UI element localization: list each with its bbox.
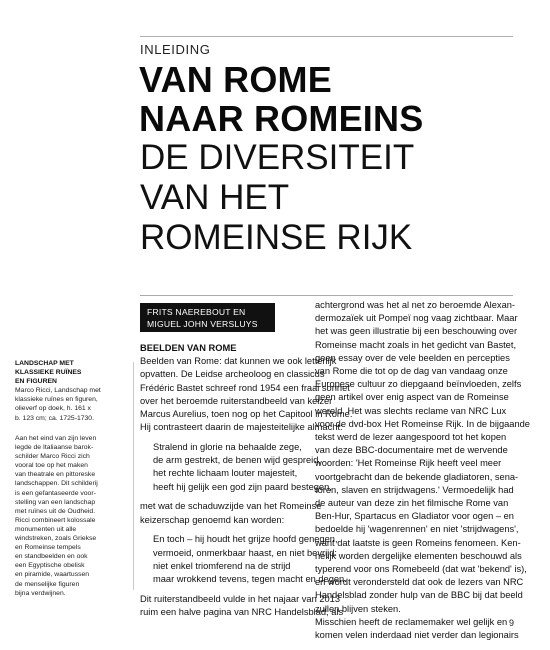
text-line: ruim een halve pagina van NRC Handelsblad, als xyxy=(140,607,344,618)
text-line: Handelsblad zonder hulp van de BBC bij dat beeld xyxy=(315,590,523,601)
description-line: monumenten uit alle xyxy=(15,525,77,533)
text-line: wereld. Het was slechts reclame van NRC Lux xyxy=(315,405,507,416)
poem-quote xyxy=(140,441,332,494)
image-description xyxy=(15,434,127,598)
caption-body-line: klassieke ruïnes en figuren, xyxy=(15,396,98,404)
paragraph xyxy=(140,500,322,526)
text-line: de auteur van deze zin het filmische Rome van xyxy=(315,498,509,509)
body-column-right xyxy=(315,299,530,642)
poem-line: vermoeid, onmerkbaar haast, en niet bevrijd: xyxy=(153,547,337,558)
poem-line: de arm gestrekt, de benen wijd gespreid, xyxy=(153,455,321,466)
text-line: woorden: 'Het Romeinse Rijk heeft veel meer xyxy=(315,458,502,469)
text-line: van Rome die tot op de dag van vandaag onze xyxy=(315,366,508,377)
title-bold-line: NAAR ROMEINS xyxy=(139,98,424,139)
image-caption xyxy=(15,359,127,423)
description-line: de menselijke figuren xyxy=(15,580,80,588)
text-line: Dit ruiterstandbeeld vulde in het najaar van 2013 xyxy=(140,593,341,604)
title-subtitle-line: ROMEINSE RIJK xyxy=(140,218,413,257)
description-line: van theatrale en pittoreske xyxy=(15,471,96,479)
author-line: MIGUEL JOHN VERSLUYS xyxy=(147,319,258,329)
text-line: toren, slaven en strijdwagens.' Vermoedelijk had xyxy=(315,484,514,495)
description-line: en piramide, waartussen xyxy=(15,571,90,579)
caption-body-line: Marco Ricci, Landschap met xyxy=(15,387,101,395)
page-number: 9 xyxy=(509,618,515,628)
title-bold xyxy=(139,60,519,138)
description-line: vooral toe op het maken xyxy=(15,462,88,470)
caption-body-line: b. 123 cm; ca. 1725-1730. xyxy=(15,414,94,422)
body-rule xyxy=(140,295,513,296)
caption-body-line: olieverf op doek, h. 161 x xyxy=(15,405,91,413)
text-line: van deze BBC-documentaire met de wervende xyxy=(315,445,508,456)
description-line: bijna verdwijnen. xyxy=(15,589,66,597)
text-line: Frédéric Bastet schreef rond 1954 een fraai sonnet xyxy=(140,382,350,393)
text-line: Romeinse macht zoals in het gedicht van Bastet, xyxy=(315,339,517,350)
description-line: en standbeelden en ook xyxy=(15,553,88,561)
poem-line: Stralend in glorie na behaalde zege, xyxy=(153,442,302,453)
body-column-middle xyxy=(140,342,353,619)
text-line: Ben-Hur, Spartacus en Gladiator voor ogen – en xyxy=(315,511,514,522)
text-line: Misschien heeft de reclamemaker wel gelijk en xyxy=(315,616,508,627)
description-line: legde de Italiaanse barok- xyxy=(15,444,94,452)
text-line: nelijk worden dergelijke elementen beschouwd als xyxy=(315,550,522,561)
title-subtitle xyxy=(140,138,520,258)
text-line: geen essay over de vele beelden en percepties xyxy=(315,352,510,363)
section-subheading: BEELDEN VAN ROME xyxy=(140,343,237,353)
text-line: opvatten. De Leidse archeoloog en classicus xyxy=(140,369,325,380)
section-kicker: INLEIDING xyxy=(140,42,211,57)
caption-title-line: KLASSIEKE RUÏNES xyxy=(15,369,82,377)
poem-line: niet enkel triomferend na de strijd xyxy=(153,560,291,571)
text-line: bedoelde hij 'wagenrennen' en niet 'strijdwagens', xyxy=(315,524,519,535)
title-subtitle-line: DE DIVERSITEIT xyxy=(140,138,415,177)
sidebar-divider xyxy=(133,362,134,590)
text-line: Beelden van Rome: dat kunnen we ook letterlijk xyxy=(140,356,337,367)
text-line: komen velen inderdaad niet verder dan legionairs xyxy=(315,630,519,641)
text-line: geen artikel over enig aspect van de Romeinse xyxy=(315,392,509,403)
text-line: voor de dvd-box Het Romeinse Rijk. In de bijgaande xyxy=(315,418,530,429)
text-line: typerend voor ons Romebeeld (dat wat 'bekend' is), xyxy=(315,564,527,575)
text-line: zullen blijven steken. xyxy=(315,603,401,614)
text-line: dermozaïek uit Pompeï nog vaag zichtbaar. Maar xyxy=(315,313,518,324)
poem-quote xyxy=(140,533,347,586)
description-line: windstreken, zoals Griekse xyxy=(15,535,97,543)
author-box xyxy=(140,303,275,332)
description-line: is een gefantaseerde voor- xyxy=(15,489,96,497)
description-line: en Romeinse tempels xyxy=(15,544,81,552)
paragraph xyxy=(140,355,353,434)
description-line: stelling van een landschap xyxy=(15,498,96,506)
top-rule xyxy=(140,36,513,37)
text-line: met wat de schaduwzijde van het Romeinse xyxy=(140,501,322,512)
poem-line: heeft hij gelijk een god zijn paard bestegen, xyxy=(153,481,332,492)
text-line: voortgebracht dan de bekende gladiatoren, sena- xyxy=(315,471,519,482)
paragraph xyxy=(140,593,344,619)
description-line: schilder Marco Ricci zich xyxy=(15,453,90,461)
poem-line: het rechte lichaam louter majesteit, xyxy=(153,468,298,479)
text-line: tekst werd de lezer aangespoord tot het kopen xyxy=(315,432,507,443)
text-line: Europese cultuur zo diepgaand beïnvloeden, zelfs xyxy=(315,379,522,390)
text-line: en wordt verondersteld dat ook de lezers van NRC xyxy=(315,577,524,588)
author-line: FRITS NAEREBOUT EN xyxy=(147,307,246,317)
text-line: over het beroemde ruiterstandbeeld van keizer xyxy=(140,395,333,406)
text-line: achtergrond was het al net zo beroemde Alexan- xyxy=(315,300,516,310)
text-line: Marcus Aurelius, toen nog op het Capitool in Rome. xyxy=(140,409,353,420)
description-line: landschappen. Dit schilderij xyxy=(15,480,98,488)
text-line: keizerschap genoemd kan worden: xyxy=(140,514,285,525)
description-line: Ricci combineert kolossale xyxy=(15,516,96,524)
description-line: met ruïnes uit de Oudheid. xyxy=(15,507,96,515)
title-bold-line: VAN ROME xyxy=(139,59,332,100)
text-line: Hij contrasteert daarin de majesteitelijke almacht: xyxy=(140,422,343,433)
description-line: een Egyptische obelisk xyxy=(15,562,85,570)
caption-title-line: LANDSCHAP MET xyxy=(15,360,74,367)
text-line: het was geen illustratie bij een beschouwing over xyxy=(315,326,518,337)
poem-line: maar wrokkend tevens, tegen macht en degen. xyxy=(153,574,347,585)
poem-line: En toch – hij houdt het grijze hoofd genegen, xyxy=(153,534,338,545)
text-line: want dat laatste is geen Romeins fenomeen. Ken- xyxy=(315,537,521,548)
title-subtitle-line: VAN HET xyxy=(140,178,290,217)
caption-title-line: EN FIGUREN xyxy=(15,378,57,386)
description-line: Aan het eind van zijn leven xyxy=(15,435,97,442)
